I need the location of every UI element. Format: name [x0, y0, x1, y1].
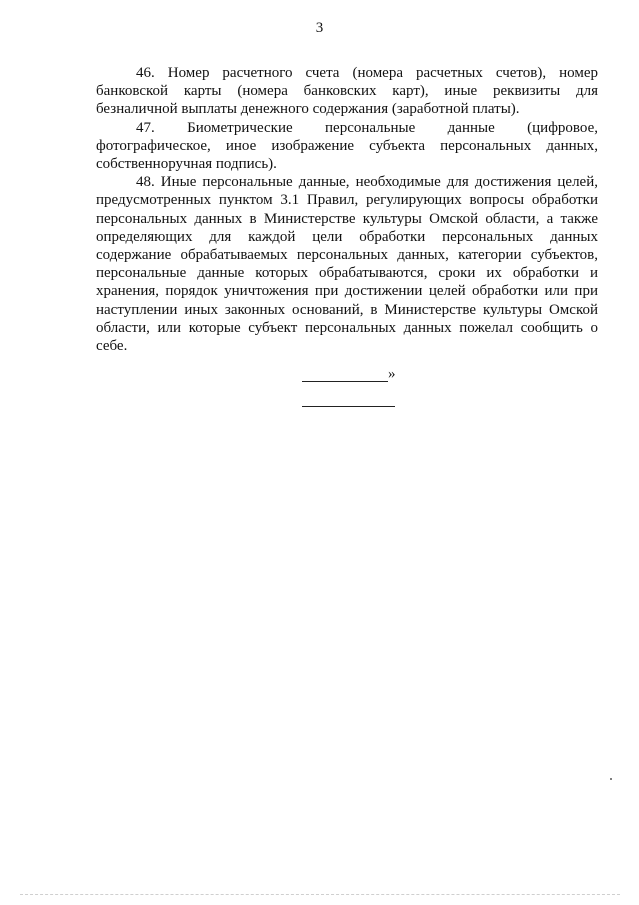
- scan-edge-line: [20, 894, 620, 895]
- end-of-document-rule: [302, 406, 395, 407]
- closing-quote-line: [299, 366, 399, 386]
- document-body: [96, 64, 598, 355]
- paragraph-46: 46. Номер расчетного счета (номера расчетных счетов), номер банковской карты (номера банковских карт), иные реквизиты для безналичной выплаты денежного содержания (заработной платы).: [96, 65, 598, 118]
- closing-rule: [302, 381, 388, 382]
- paragraph-48: 48. Иные персональные данные, необходимые для достижения целей, предусмотренных пунктом 3.1 Правил, регулирующих вопросы обработки персональных данных в Министерстве культуры Омской области, а также определяющих для каждой цели обработки персональных данных содержание обрабатываемых персональных данных, категории субъектов, персональные данные которых обрабатываются, сроки их обработки и хранения, порядок уничтожения при достижении целей обработки или при наступлении иных законных оснований, в Министерстве культуры Омской области, или которые субъект персональных данных пожелал сообщить о себе.: [96, 174, 598, 355]
- page-number: 3: [315, 20, 324, 36]
- scan-speck: [610, 778, 612, 780]
- closing-quote-mark: »: [388, 366, 396, 382]
- paragraph-47: 47. Биометрические персональные данные (цифровое, фотографическое, иное изображение субъекта персональных данных, собственноручная подпись).: [96, 119, 598, 173]
